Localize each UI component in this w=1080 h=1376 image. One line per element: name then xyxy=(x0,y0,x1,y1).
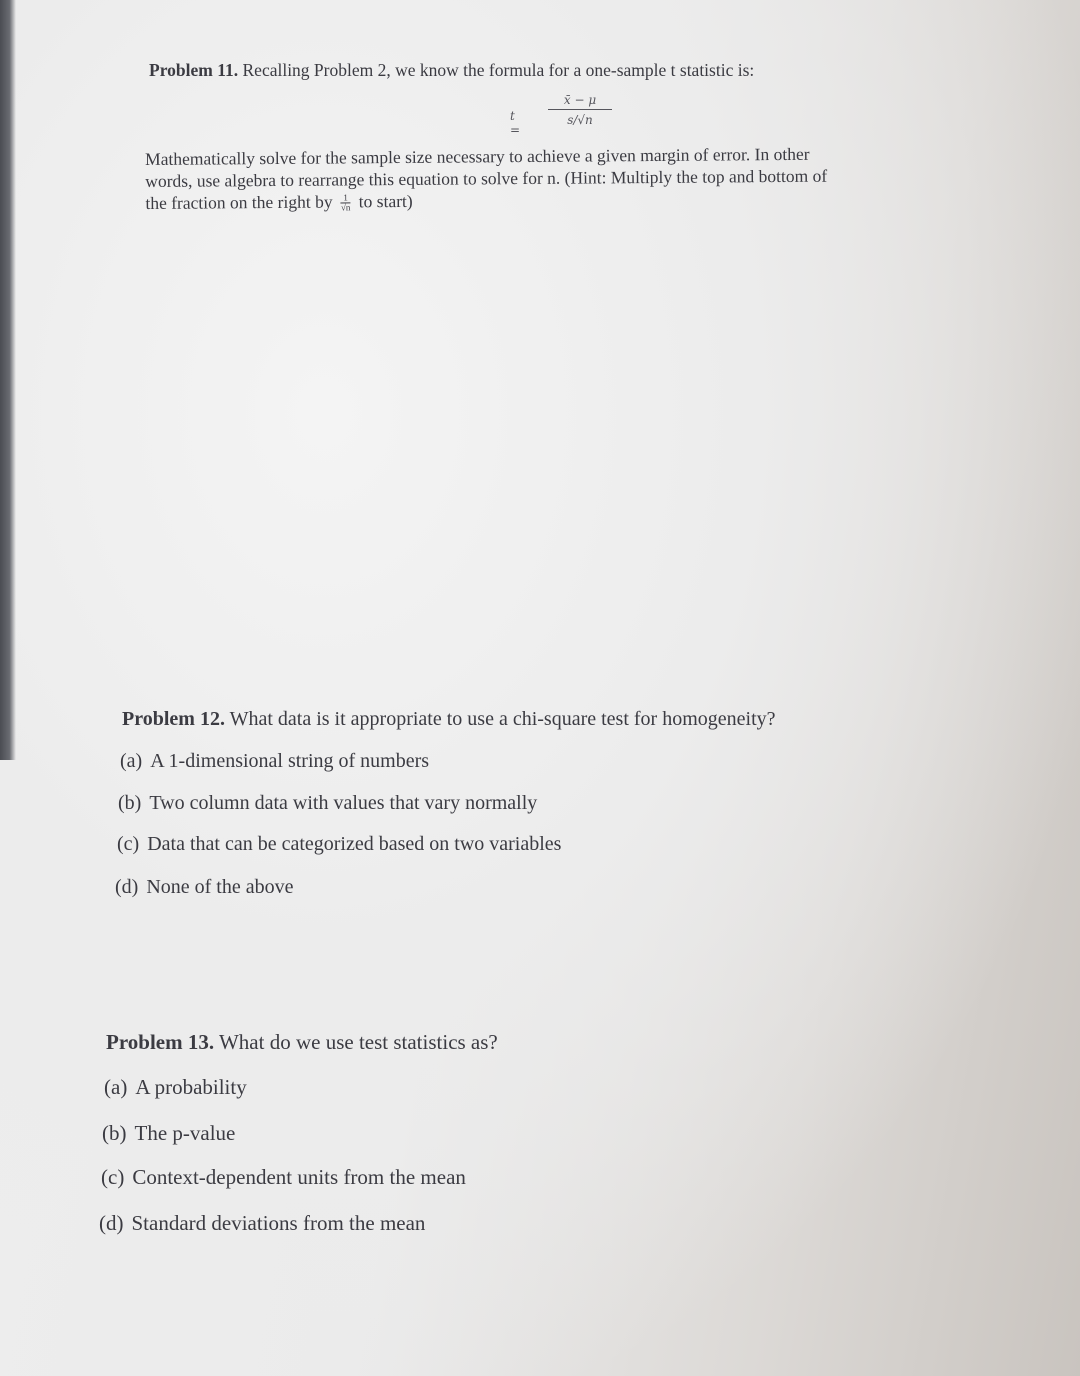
option-text: A 1-dimensional string of numbers xyxy=(150,750,430,772)
equation-numerator: x̄ − μ xyxy=(563,93,597,107)
hint-text-before: the fraction on the right by xyxy=(145,191,333,213)
option-text: A probability xyxy=(135,1075,247,1099)
desk-edge-shadow xyxy=(0,0,16,760)
option-text: The p-value xyxy=(134,1121,236,1145)
option-text: None of the above xyxy=(146,876,294,898)
problem-13-heading: Problem 13. xyxy=(106,1030,215,1054)
option-label: (c) xyxy=(101,1165,125,1189)
problem-13-question xyxy=(106,1030,498,1055)
problem-12-option-b xyxy=(118,792,537,815)
problem-13-option-c xyxy=(101,1165,466,1190)
equation-fraction xyxy=(548,92,612,128)
option-label: (b) xyxy=(118,792,142,814)
option-label: (a) xyxy=(120,750,143,772)
option-text: Data that can be categorized based on two variables xyxy=(147,833,562,855)
problem-13-option-a xyxy=(104,1075,247,1100)
problem-12-heading: Problem 12. xyxy=(122,708,225,730)
problem-11-body xyxy=(145,141,975,214)
problem-12-question xyxy=(122,708,776,731)
problem-11-heading: Problem 11. xyxy=(149,60,239,80)
problem-13-question-text: What do we use test statistics as? xyxy=(218,1030,498,1054)
option-label: (a) xyxy=(104,1075,128,1099)
problem-11-intro xyxy=(149,60,754,81)
option-text: Context-dependent units from the mean xyxy=(132,1165,466,1189)
problem-12-question-text: What data is it appropriate to use a chi-square test for homogeneity? xyxy=(229,708,776,730)
option-label: (b) xyxy=(102,1121,127,1145)
hint-fraction-numerator: 1 xyxy=(343,192,348,203)
option-text: Two column data with values that vary normally xyxy=(149,792,538,814)
option-label: (c) xyxy=(117,833,140,855)
problem-11-body-line-2: words, use algebra to rearrange this equation to solve for n. (Hint: Multiply the top and bottom of xyxy=(145,165,828,191)
problem-11-body-line-1: Mathematically solve for the sample size necessary to achieve a given margin of error. In other xyxy=(145,143,810,169)
hint-fraction xyxy=(341,194,351,213)
fraction-bar xyxy=(548,109,612,110)
problem-11-intro-text: Recalling Problem 2, we know the formula for a one-sample t statistic is: xyxy=(242,60,755,80)
problem-13-option-b xyxy=(102,1121,235,1146)
option-label: (d) xyxy=(115,876,139,898)
problem-12-option-d xyxy=(115,876,294,899)
option-text: Standard deviations from the mean xyxy=(131,1211,426,1235)
option-label: (d) xyxy=(99,1211,124,1235)
equation-lhs: t = xyxy=(510,109,521,137)
hint-fraction-denominator: √n xyxy=(340,202,351,213)
hint-text-after: to start) xyxy=(358,190,413,212)
problem-12-option-a xyxy=(120,750,429,773)
equation-denominator: s/√n xyxy=(567,113,593,127)
problem-13-option-d xyxy=(99,1211,425,1236)
problem-12-option-c xyxy=(117,833,561,856)
